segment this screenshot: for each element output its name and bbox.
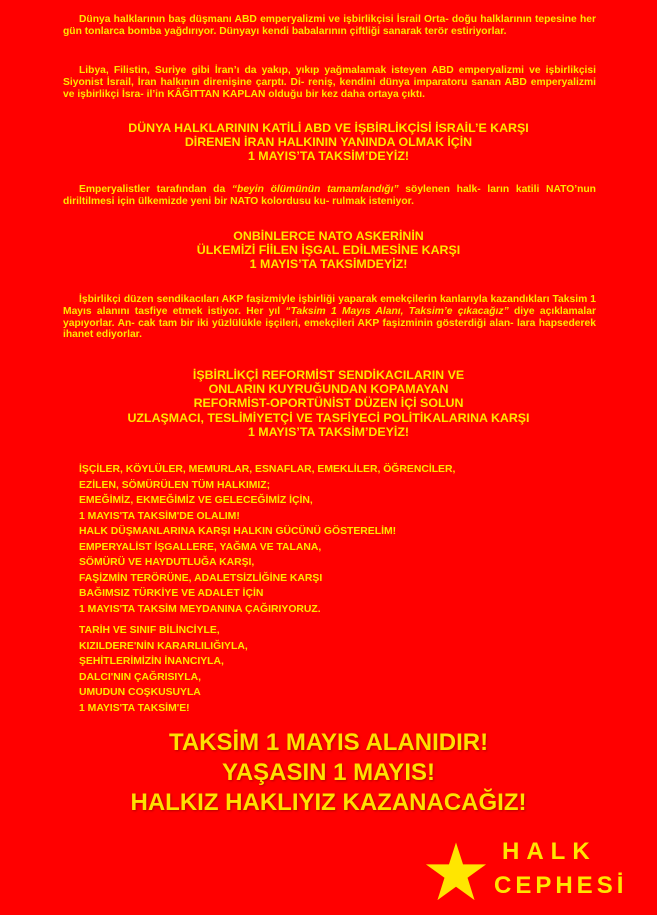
paragraph-nato: Emperyalistler tarafından da “beyin ölümünün tamamlandığı” söylenen halk- ların katili NATO’nun diriltilmesi için ülkemizde yeni bir NATO kolordusu ku- rulmak isteniyor. <box>63 184 596 207</box>
list-item: SÖMÜRÜ VE HAYDUTLUĞA KARŞI, <box>79 557 255 568</box>
call-list <box>79 462 599 617</box>
list-item: 1 MAYIS'TA TAKSİM'E! <box>79 702 190 714</box>
list-item: ŞEHİTLERİMİZİN İNANCIYLA, <box>79 656 224 667</box>
list-item: 1 MAYIS'TA TAKSİM MEYDANINA ÇAĞIRIYORUZ. <box>79 603 321 615</box>
list-item: TARİH VE SINIF BİLİNCİYLE, <box>79 625 220 636</box>
logo-text-halk: HALK <box>502 838 597 865</box>
slogan-reformist: İŞBİRLİKÇİ REFORMİST SENDİKACILARIN VE ONLARIN KUYRUĞUNDAN KOPAMAYAN REFORMİST-OPORTÜNİST DÜZEN İÇİ SOLUN UZLAŞMACI, TESLİMİYETÇİ VE TASFİYECİ POLİTİKALARINA KARŞI 1 MAYIS’TA TAKSİM’DEYİZ! <box>127 368 530 439</box>
list-item: HALK DÜŞMANLARINA KARŞI HALKIN GÜCÜNÜ GÖSTERELİM! <box>79 526 397 537</box>
final-slogan: HALKIZ HAKLIYIZ KAZANACAĞIZ! <box>130 789 527 816</box>
list-item: İŞÇİLER, KÖYLÜLER, MEMURLAR, ESNAFLAR, EMEKLİLER, ÖĞRENCİLER, <box>79 464 456 475</box>
final-slogans <box>20 728 637 818</box>
list-item: EMEĞİMİZ, EKMEĞİMİZ VE GELECEĞİMİZ İÇİN, <box>79 495 313 506</box>
list-item: BAĞIMSIZ TÜRKİYE VE ADALET İÇİN <box>79 588 264 599</box>
logo-text-cephesi: CEPHESİ <box>494 872 628 899</box>
slogan-nato: ONBİNLERCE NATO ASKERİNİN ÜLKEMİZİ FİİLEN İŞGAL EDİLMESİNE KARŞI 1 MAYIS’TA TAKSİMDEYİZ! <box>196 229 461 272</box>
star-icon <box>424 840 488 904</box>
final-slogan: YAŞASIN 1 MAYIS! <box>222 759 435 786</box>
paragraph-iran: Libya, Filistin, Suriye gibi İran’ı da yakıp, yıkıp yağmalamak isteyen ABD emperyalizmi ve işbirlikçisi Siyonist İsrail, İran halkının direnişine çarptı. Di- reniş, kendini dünya imparatoru sanan ABD emperyalizmi ve işbirlikçi İsra- il’in KÂĞITTAN KAPLAN olduğu bir kez daha ortaya çıktı. <box>63 65 596 100</box>
final-slogan: TAKSİM 1 MAYIS ALANIDIR! <box>168 729 489 756</box>
list-item: KIZILDERE'NİN KARARLILIĞIYLA, <box>79 640 248 652</box>
halk-cephesi-logo <box>424 836 644 908</box>
list-item: FAŞİZMİN TERÖRÜNE, ADALETSİZLİĞİNE KARŞI <box>79 572 323 584</box>
paragraph-intro: Dünya halklarının baş düşmanı ABD emperyalizmi ve işbirlikçisi İsrail Orta- doğu halklarının tepesine her gün tonlarca bomba yağdırıyor. Dünyayı kendi babalarının çiftliği sanarak terör estiriyorlar. <box>63 14 596 37</box>
list-item: DALCI'NIN ÇAĞRISIYLA, <box>79 671 201 683</box>
list-item: UMUDUN COŞKUSUYLA <box>79 687 201 698</box>
list-item: EMPERYALİST İŞGALLERE, YAĞMA VE TALANA, <box>79 541 322 553</box>
history-list <box>79 623 599 716</box>
paragraph-unions: İşbirlikçi düzen sendikacıları AKP faşizmiyle işbirliği yaparak emekçilerin kanlarıyla kazandıkları Taksim 1 Mayıs alanını tasfiye etmek istiyor. Her yıl “Taksim 1 Mayıs Alanı, Taksim’e çıkacağız” diye açıklamalar yapıyorlar. An- cak tam bir iki yüzlülükle işçileri, emekçileri AKP faşizminin gösterdiği alan- lara hapsederek ihanet ediyorlar. <box>63 294 596 341</box>
list-item: EZİLEN, SÖMÜRÜLEN TÜM HALKIMIZ; <box>79 479 271 491</box>
list-item: 1 MAYIS'TA TAKSİM'DE OLALIM! <box>79 510 240 522</box>
slogan-iran: DÜNYA HALKLARININ KATİLİ ABD VE İŞBİRLİKÇİSİ İSRAİL’E KARŞI DİRENEN İRAN HALKININ YANINDA OLMAK İÇİN 1 MAYIS’TA TAKSİM’DEYİZ! <box>128 121 529 164</box>
